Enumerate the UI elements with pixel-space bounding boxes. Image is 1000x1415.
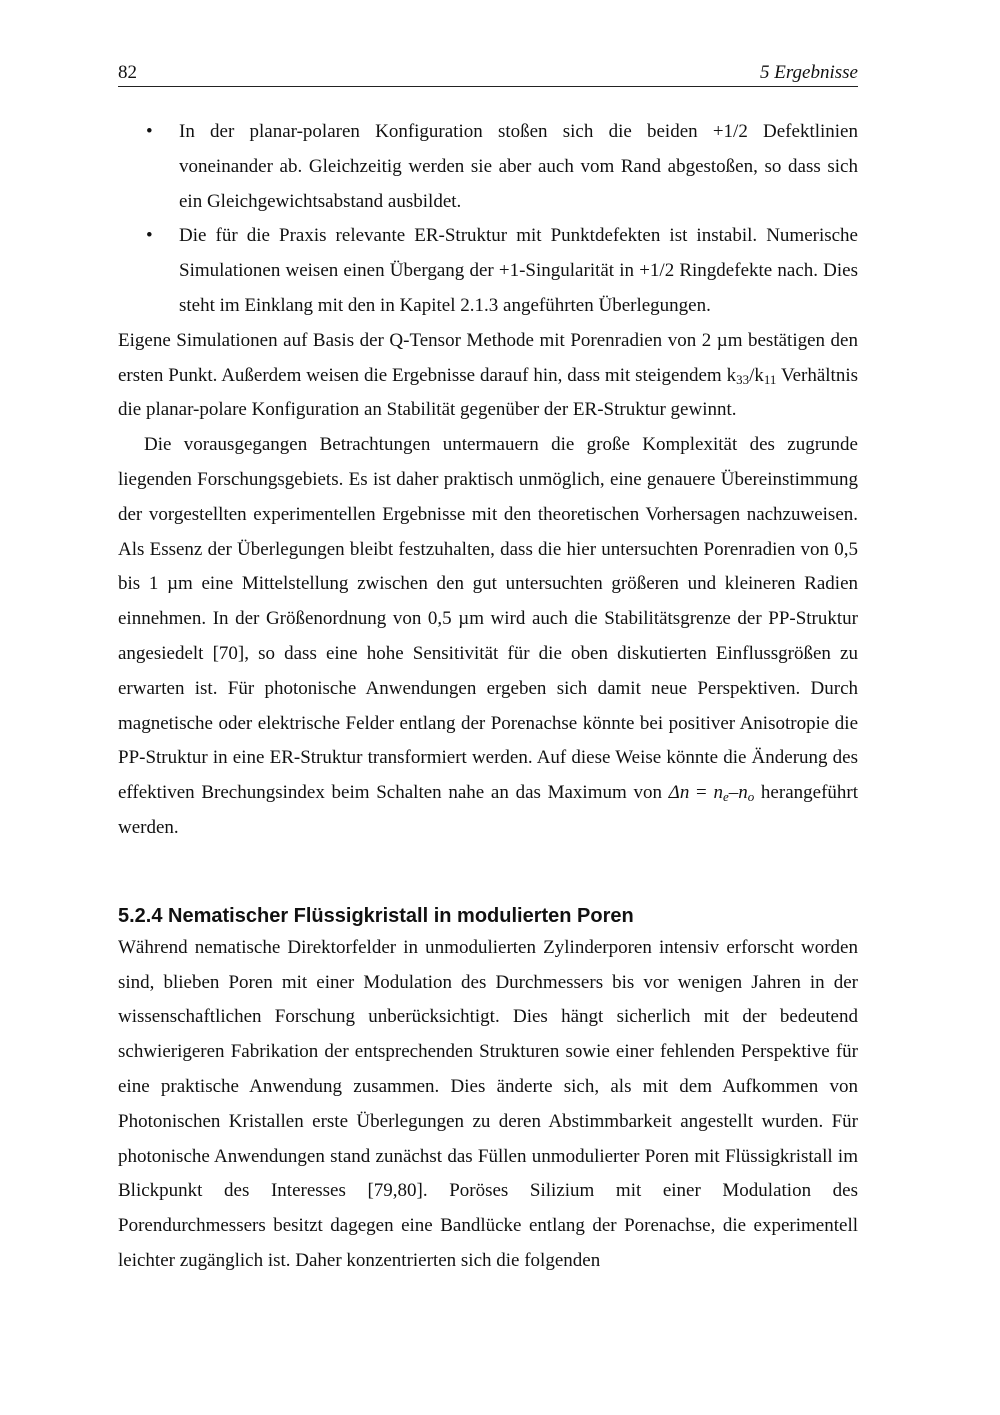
bullet-text: In der planar-polaren Konfiguration stoßen sich die beiden +1/2 Defektlinien voneinander ab. Gleichzeitig werden sie aber auch vom Rand abgestoßen, so dass sich ein Gleichgewichtsabstand ausbildet. xyxy=(179,121,858,212)
chapter-title: 5 Ergebnisse xyxy=(760,62,858,83)
paragraph-text: Verhältnis die planar-polare Konfiguration an Stabilität gegenüber der ER-Struktur gewinnt. xyxy=(118,364,858,421)
paragraph: Während nematische Direktorfelder in unmodulierten Zylinderporen intensiv erforscht worden sind, blieben Poren mit einer Modulation des Durchmessers bis vor wenigen Jahren in der wissenschaftlichen Forschung unberücksichtigt. Dies hängt sicherlich mit der bedeutend schwierigeren Fabrikation der entsprechenden Strukturen sowie einer fehlenden Perspektive für eine praktische Anwendung zusammen. Dies änderte sich, als mit dem Aufkommen von Photonischen Kristallen erste Überlegungen zu deren Abstimmbarkeit angestellt wurden. Für photonische Anwendungen stand zunächst das Füllen unmodulierter Poren mit Flüssigkristall im Blickpunkt des Interesses [79,80]. Poröses Silizium mit einer Modulation des Porendurchmessers besitzt dagegen eine Bandlücke entlang der Porenachse, die experimentell leichter zugänglich ist. Daher konzentrierten sich die folgenden xyxy=(118,936,858,1271)
k33-subscript: 33 xyxy=(736,371,750,387)
body-text xyxy=(118,115,858,1279)
ratio-slash: / xyxy=(749,364,755,386)
page-number: 82 xyxy=(118,62,137,83)
bullet-icon: • xyxy=(146,121,153,142)
bullet-item xyxy=(118,115,858,219)
k11-subscript: 11 xyxy=(763,371,777,387)
equals-sign: = xyxy=(689,782,714,804)
paragraph-text: Eigene Simulationen auf Basis der Q-Tensor Methode mit Porenradien von 2 µm bestätigen den ersten Punkt. Außerdem weisen die Ergebnisse darauf hin, dass mit steigendem xyxy=(118,329,858,386)
delta-n-symbol: Δn xyxy=(668,782,690,804)
n-e-symbol: n xyxy=(713,782,723,804)
paragraph-text: herangeführt werden. xyxy=(118,782,858,838)
paragraph xyxy=(118,324,858,428)
k33-symbol: k xyxy=(726,364,737,386)
bullet-text: Die für die Praxis relevante ER-Struktur mit Punktdefekten ist instabil. Numerische Simulationen weisen einen Übergang der +1-Singularität in +1/2 Ringdefekte nach. Dies steht im Einklang mit den in Kapitel 2.1.3 angeführten Überlegungen. xyxy=(179,225,858,316)
paragraph-text: Die vorausgegangen Betrachtungen untermauern die große Komplexität des zugrunde liegenden Forschungsgebiets. Es ist daher praktisch unmöglich, eine genauere Übereinstimmung der vorgestellten experimentellen Ergebnisse mit den theoretischen Vorhersagen nachzuweisen. Als Essenz der Überlegungen bleibt festzuhalten, dass die hier untersuchten Porenradien von 0,5 bis 1 µm eine Mittelstellung zwischen den gut untersuchten größeren und kleineren Radien einnehmen. In der Größenordnung von 0,5 µm wird auch die Stabilitätsgrenze der PP-Struktur angesiedelt [70], so dass eine hohe Sensitivität für die oben diskutierten Einflussgrößen zu erwarten ist. Für photonische Anwendungen ergeben sich damit neue Perspektiven. Durch magnetische oder elektrische Felder entlang der Porenachse könnte bei positiver Anisotropie die PP-Struktur in eine ER-Struktur transformiert werden. Auf diese Weise könnte die Änderung des effektiven Brechungsindex beim Schalten nahe an das Maximum von xyxy=(118,434,858,804)
k11-symbol: k xyxy=(754,364,764,386)
paragraph xyxy=(118,428,858,846)
minus-sign: – xyxy=(728,782,739,804)
bullet-icon: • xyxy=(146,225,153,247)
section-heading: 5.2.4 Nematischer Flüssigkristall in modulierten Poren xyxy=(118,904,634,927)
bullet-item xyxy=(118,219,858,323)
n-o-symbol: n xyxy=(738,782,748,804)
e-subscript: e xyxy=(722,789,729,805)
running-header xyxy=(118,60,858,87)
bullet-list xyxy=(118,115,858,324)
o-subscript: o xyxy=(747,789,755,805)
